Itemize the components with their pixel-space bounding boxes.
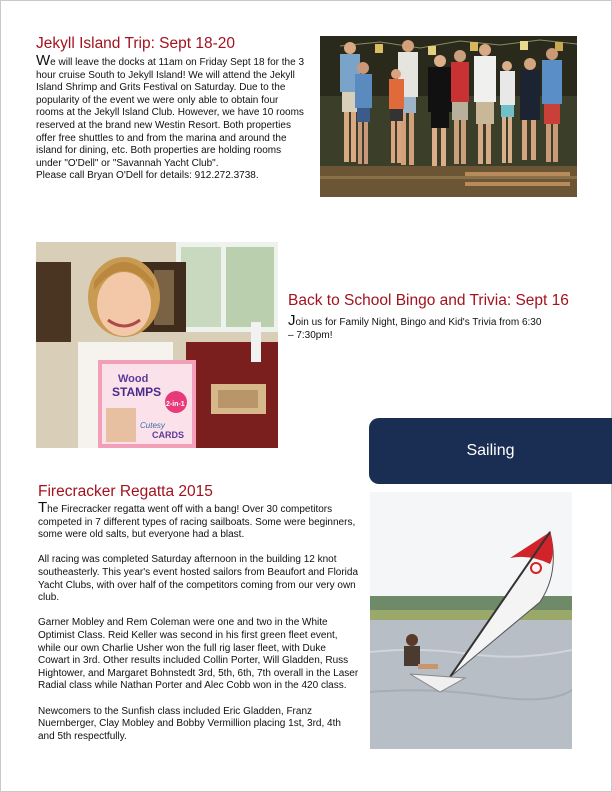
bingo-body bbox=[288, 312, 548, 342]
group-photo bbox=[320, 36, 577, 197]
jekyll-contact: Please call Bryan O'Dell for details: 912.272.3738. bbox=[36, 170, 259, 182]
regatta-p3: Garner Mobley and Rem Coleman were one and two in the White Optimist Class. Reid Keller was second in his first green fleet event, while our own Charlie Usher won the full rig laser fleet, with Duke Cowart in 3rd. Other results included Collin Porter, Will Gladden, Russ Hightower, and Margaret Bohnstedt 3rd, 5th, 6th, 7th overall in the Laser Radial class while Nathan Porter and Alec Cobb won in the 420 class. bbox=[38, 617, 359, 692]
jekyll-text: e will leave the docks at 11am on Friday Sept 18 for the 3 hour cruise South to Jekyll Island! We will attend the Jekyll Island Shrimp and Grits Festival on Saturday. Due to the popularity of the event we were only able to obtain four rooms at the Jekyll Island Club. However, we have 10 rooms reserved at the brand new Westin Resort. Both properties offer free shuttles to and from the marina and around the island for dining, etc. Both properties are holding rooms under "O'Dell" or "Savannah Yacht Club". bbox=[36, 57, 305, 169]
group-photo-art bbox=[320, 36, 577, 197]
bingo-text: oin us for Family Night, Bingo and Kid's Trivia from 6:30 – 7:30pm! bbox=[288, 317, 542, 341]
girl-with-prize-photo bbox=[36, 242, 278, 448]
box-badge-text: 2-in-1 bbox=[166, 401, 185, 408]
box-text-wood: Wood bbox=[118, 373, 149, 385]
jekyll-body bbox=[36, 52, 306, 183]
sailing-banner bbox=[369, 418, 612, 484]
box-text-stamps: STAMPS bbox=[112, 385, 162, 399]
sailboat-photo-art bbox=[370, 492, 572, 749]
girl-photo-art bbox=[36, 242, 278, 448]
bingo-title: Back to School Bingo and Trivia: Sept 16 bbox=[288, 292, 569, 309]
jekyll-dropcap: W bbox=[36, 52, 51, 69]
regatta-title: Firecracker Regatta 2015 bbox=[38, 483, 213, 500]
box-text-brand: Cutesy bbox=[140, 421, 165, 430]
jekyll-title: Jekyll Island Trip: Sept 18-20 bbox=[36, 35, 236, 52]
sailboat-photo bbox=[370, 492, 572, 749]
box-text-cards: CARDS bbox=[152, 430, 185, 440]
bingo-dropcap: J bbox=[288, 312, 296, 329]
sailing-banner-label: Sailing bbox=[466, 442, 515, 459]
regatta-dropcap: T bbox=[38, 499, 48, 516]
regatta-p4: Newcomers to the Sunfish class included Eric Gladden, Franz Nuernberger, Clay Mobley and Bobby Vermillion placing 1st, 3rd, 4th and 5th respectfully. bbox=[38, 705, 341, 742]
regatta-body bbox=[38, 499, 360, 743]
regatta-p1: he Firecracker regatta went off with a bang! Over 30 competitors competed in 7 different types of racing sailboats. Some were beginners, some were old salts, but everyone had a blast. bbox=[38, 504, 356, 541]
regatta-p2: All racing was completed Saturday afternoon in the building 12 knot southeasterly. This year's event hosted sailors from Beaufort and Florida Yacht Clubs, with over half of the competitors coming from our very own club. bbox=[38, 554, 359, 604]
